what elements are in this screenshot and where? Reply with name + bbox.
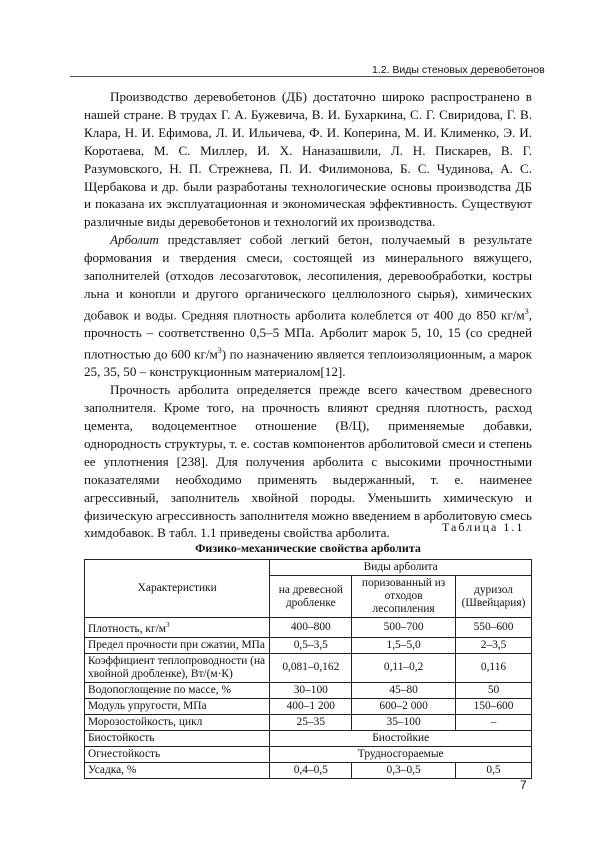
superscript: 3 — [217, 346, 222, 356]
superscript: 3 — [524, 306, 529, 316]
header-rule — [70, 76, 532, 77]
cell: – — [456, 714, 532, 730]
row-label: Усадка, % — [85, 762, 270, 778]
cell: 0,116 — [456, 653, 532, 682]
table-row — [85, 618, 532, 638]
term-arbolit: Арболит — [110, 232, 159, 248]
row-label: Биостойкость — [85, 730, 270, 746]
cell: 2–3,5 — [456, 637, 532, 653]
table-row — [85, 698, 532, 714]
running-header: 1.2. Виды стеновых деревобетонов — [372, 64, 545, 76]
header-col1: на древесной дробленке — [270, 576, 352, 618]
page-number: 7 — [520, 778, 527, 792]
cell: 0,5 — [456, 762, 532, 778]
table-caption: Таблица 1.1 — [442, 520, 525, 534]
paragraph-3: Прочность арболита определяется прежде всего качеством древесного заполнителя. Кроме того, на прочность влияют средняя плотность, расход цемента, водоцементное отношение (В/Ц), применяемые добавки, однородность структуры, т. е. состав компонентов арболитовой смеси и степень ее уплотнения [238]. Для получения арболита с высокими прочностными показателями необходимо применять выдержанный, т. е. наименее агрессивный, заполнитель хвойной породы. Уменьшить химическую и физическую агрессивность заполнителя можно введением в арболитовую смесь химдобавок. В табл. 1.1 приведены свойства арболита. — [84, 382, 532, 541]
row-label: Предел прочности при сжатии, МПа — [85, 637, 270, 653]
table-row — [85, 730, 532, 746]
cell: 35–100 — [352, 714, 456, 730]
table-header-row — [85, 560, 532, 576]
row-label — [85, 618, 270, 638]
cell: 400–800 — [270, 618, 352, 638]
superscript: 3 — [166, 621, 170, 629]
cell: 150–600 — [456, 698, 532, 714]
row-label-text: Плотность, кг/м — [88, 622, 167, 635]
cell: 550–600 — [456, 618, 532, 638]
row-label: Водопоглощение по массе, % — [85, 682, 270, 698]
cell: 45–80 — [352, 682, 456, 698]
cell: 600–2 000 — [352, 698, 456, 714]
header-group: Виды арболита — [270, 560, 532, 576]
body-text — [84, 88, 532, 542]
row-label: Коэффициент теплопроводности (на хвойной дробленке), Вт/(м·К) — [85, 653, 270, 682]
cell: 400–1 200 — [270, 698, 352, 714]
table-row — [85, 637, 532, 653]
table-row — [85, 762, 532, 778]
paragraph-2-part1: представляет собой легкий бетон, получаемый в результате формования и твердения смеси, состоящей из минерального вяжущего, заполнителей (отходов лесозаготовок, лесопиления, деревообработки, костры льна и конопли и другого органического целлюлозного сырья), химических добавок и воды. Средняя плотность арболита колеблется от 400 до 850 кг/м — [84, 232, 532, 323]
cell: 0,5–3,5 — [270, 637, 352, 653]
row-label: Морозостойкость, цикл — [85, 714, 270, 730]
header-characteristics: Характеристики — [85, 560, 270, 618]
cell: 25–35 — [270, 714, 352, 730]
properties-table — [84, 559, 532, 779]
cell: Трудносгораемые — [270, 746, 532, 762]
table-row — [85, 746, 532, 762]
paragraph-2-part2: , прочность – соответственно 0,5–5 МПа. Арболит марок 5, 10, 15 (со средней плотностью до 600 кг/м — [84, 307, 532, 362]
table-title: Физико-механические свойства арболита — [195, 541, 421, 555]
paragraph-2 — [84, 231, 532, 381]
table-row — [85, 682, 532, 698]
cell: Биостойкие — [270, 730, 532, 746]
cell: 0,4–0,5 — [270, 762, 352, 778]
cell: 50 — [456, 682, 532, 698]
paragraph-1: Производство деревобетонов (ДБ) достаточно широко распространено в нашей стране. В трудах Г. А. Бужевича, В. И. Бухаркина, С. Г. Свиридова, Г. В. Клара, Н. И. Ефимова, Л. И. Ильичева, Ф. И. Коперина, М. И. Клименко, Э. И. Коротаева, М. С. Миллер, И. Х. Наназашвили, Л. Н. Пискарев, В. Г. Разумовского, Н. П. Стрежнева, П. И. Филимонова, Б. С. Чудинова, А. С. Щербакова и др. были разработаны технологические основы производства ДБ и показана их эксплуатационная и экономическая эффективность. Существуют различные виды деревобетонов и технологий их производства. — [84, 89, 532, 230]
header-col3: дуризол (Швейцария) — [456, 576, 532, 618]
table-row — [85, 653, 532, 682]
row-label: Модуль упругости, МПа — [85, 698, 270, 714]
cell: 30–100 — [270, 682, 352, 698]
cell: 1,5–5,0 — [352, 637, 456, 653]
cell: 0,11–0,2 — [352, 653, 456, 682]
cell: 500–700 — [352, 618, 456, 638]
table-row — [85, 714, 532, 730]
paragraph-2-part3: ) по назначению является теплоизоляционным, а марок 25, 35, 50 – конструкционным материалом[12]. — [84, 346, 532, 380]
header-col2: поризованный из отходов лесопиления — [352, 576, 456, 618]
cell: 0,081–0,162 — [270, 653, 352, 682]
row-label: Огнестойкость — [85, 746, 270, 762]
cell: 0,3–0,5 — [352, 762, 456, 778]
